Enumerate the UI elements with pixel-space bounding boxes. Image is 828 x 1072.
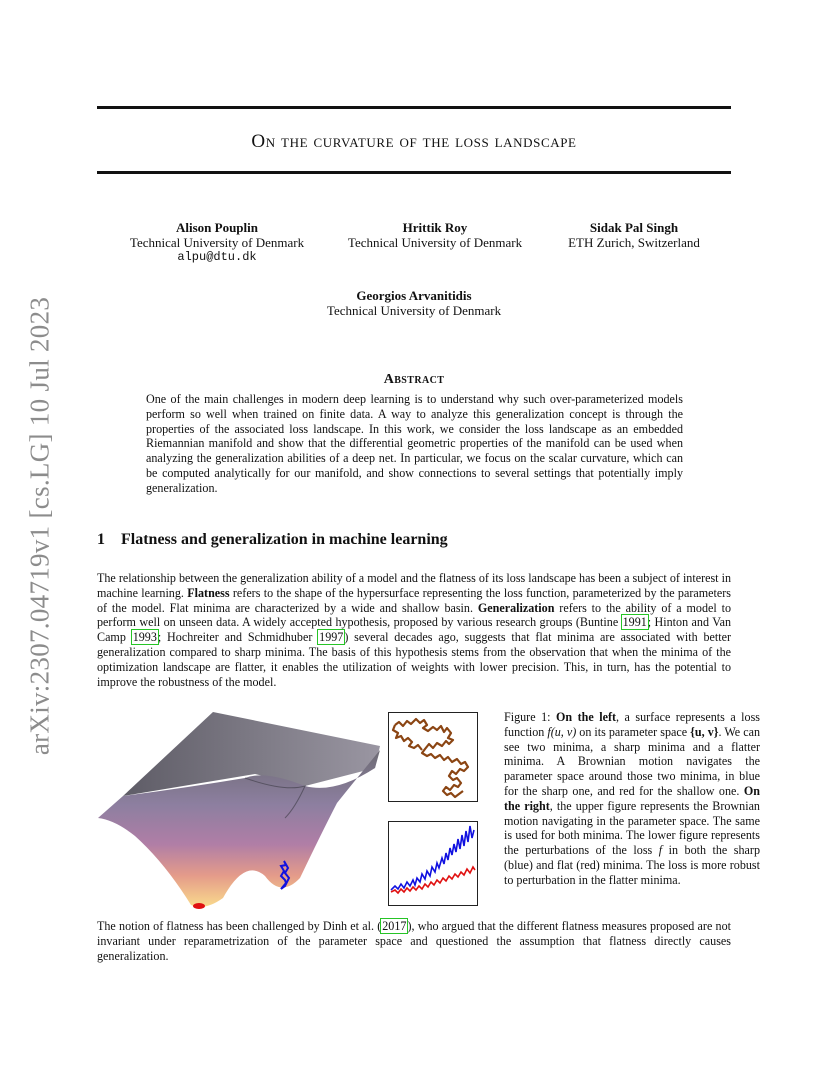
- author-name: Sidak Pal Singh: [589, 220, 679, 235]
- figure-caption: Figure 1: On the left, a surface represents a loss function f(u, v) on its parameter space {u, v}. We can see two minima, a sharp minima and a flatter minima. A Brownian motion navigates the parameter space around those two minima, in blue for the sharp one, and red for the shallow one. On the right, the upper figure represents the Brownian motion navigating in the parameter space. The same is used for both minima. The lower figure represents the perturbations of the loss f in both the sharp (blue) and flat (red) minima. The loss is more robust to perturbation in the flatter minima.: [504, 710, 760, 887]
- author-affiliation: Technical University of Denmark: [347, 235, 523, 250]
- author-2: [335, 220, 535, 250]
- sharp-loss-line: [391, 826, 474, 890]
- citation-link[interactable]: 1993: [132, 630, 157, 645]
- citation-link[interactable]: 1991: [622, 615, 647, 630]
- brownian-path-icon: [393, 719, 468, 797]
- paper-title: On the curvature of the loss landscape: [251, 131, 577, 152]
- citation-link[interactable]: 1997: [319, 630, 344, 645]
- brownian-panel: [388, 712, 478, 802]
- loss-surface-figure: [95, 708, 380, 911]
- author-name: Hrittik Roy: [402, 220, 468, 235]
- paragraph-1: The relationship between the generalization ability of a model and the flatness of its loss landscape has been a subject of interest in machine learning. Flatness refers to the shape of the hypersurface representing the loss function, parameterized by the parameters of the model. Flat minima are characterized by a wide and shallow basin. Generalization refers to the ability of a model to perform well on unseen data. A widely accepted hypothesis, proposed by various research groups (Buntine 1991; Hinton and Van Camp 1993; Hochreiter and Schmidhuber 1997) several decades ago, suggests that flat minima are associated with better generalization compared to sharp minima. The basis of this hypothesis stems from the observation that when the minima of the optimization landscape are flatter, it enables the utilization of weights with lower precision. This, in turn, has the potential to improve the robustness of the model.: [97, 571, 732, 689]
- section-title: Flatness and generalization in machine learning: [121, 531, 448, 548]
- flat-minimum-path-icon: [193, 903, 205, 909]
- author-name: Georgios Arvanitidis: [356, 288, 472, 303]
- author-1: [117, 220, 317, 265]
- citation-link[interactable]: 2017: [382, 919, 407, 933]
- abstract-heading: Abstract: [383, 372, 445, 387]
- title-bottom-rule: [97, 171, 731, 174]
- author-affiliation: Technical University of Denmark: [326, 303, 502, 318]
- author-3: [552, 220, 716, 250]
- perturbation-panel: [388, 821, 478, 906]
- paragraph-2: The notion of flatness has been challenged by Dinh et al. (2017), who argued that the different flatness measures proposed are not invariant under reparametrization of the parameter space and questioned the assumption that flatness directly causes generalization.: [97, 919, 731, 963]
- author-name: Alison Pouplin: [175, 220, 258, 235]
- author-affiliation: Technical University of Denmark: [129, 235, 305, 250]
- term-flatness: Flatness: [187, 585, 230, 600]
- author-4: [314, 288, 514, 318]
- abstract-text: One of the main challenges in modern deep learning is to understand why such over-parameterized models perform so well when trained on finite data. A way to analyze this generalization concept is through the properties of the associated loss landscape. In this work, we consider the loss landscape as an embedded Riemannian manifold and show that the differential geometric properties of the manifold can be used when analyzing the generalization abilities of a deep net. In particular, we focus on the scalar curvature, which can be computed analytically for our manifold, and show connections to several settings that potentially imply generalization.: [146, 392, 683, 495]
- section-number: 1: [97, 531, 105, 548]
- flat-loss-line: [391, 867, 475, 893]
- term-generalization: Generalization: [477, 600, 555, 615]
- section-heading: [97, 531, 448, 549]
- author-affiliation: ETH Zurich, Switzerland: [568, 235, 700, 250]
- arxiv-id: arXiv:2307.04719v1 [cs.LG] 10 Jul 2023: [24, 296, 55, 756]
- title-top-rule: [97, 106, 731, 109]
- author-email[interactable]: alpu@dtu.dk: [177, 250, 257, 264]
